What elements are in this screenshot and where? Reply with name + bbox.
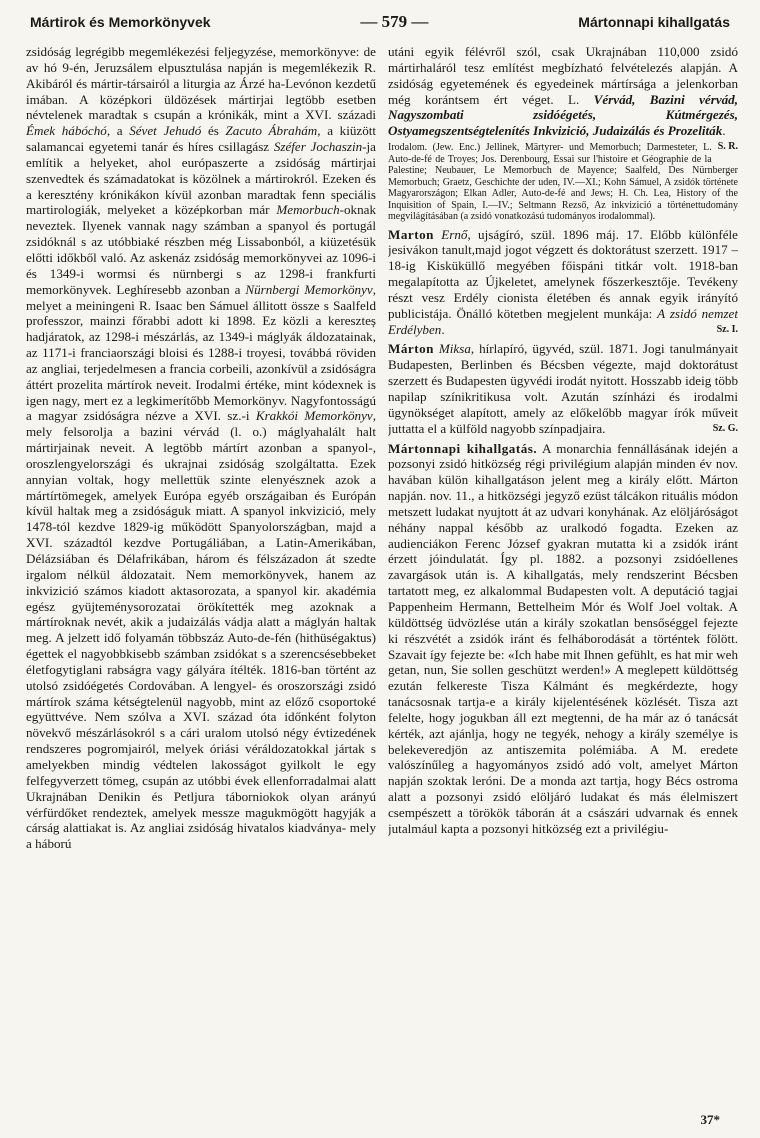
- italic-title: Krakkói Memorkönyv: [255, 408, 373, 424]
- text-run: , a kiüzött salamancai egyetemi tanár és híres csillagász: [26, 123, 376, 155]
- header-left-title: Mártirok és Memorkönyvek: [30, 14, 211, 30]
- page-number: — 579 —: [360, 12, 429, 31]
- entry-martonnapi-kihallgatas: [388, 441, 738, 837]
- italic-title: Émek hábóchó: [26, 123, 107, 139]
- text-run: , mely felsorolja a bazini vérvád (l. o.) máglyahalált halt mártirjainak neveit. A legtöbb mártírt azonban a spanyol-, oroszlengyelországi és ukrajnai zsidóság szolgáltatta. Ezek annyian voltak, hogy mellettük szinte elenyésznek azok a mártírtömegek, amelyek Európa egyéb országaiban és Európán kívül haltak meg a zsidóságuk miatt. A spanyol inkvizició, mely 1478-tól kezdve 1829-ig működött Spanyolországban, majd a XVI. századtól kezdve Portugáliában, a Latin-Amerikában, Délázsiában és Délafrikában, három és félszázadon át szedte irgalom nélkül áldozatait. Nem memorkönyvek, hanem az inkvizició számos kiadott aktasorozata, a spanyol kir. akadémia egész gyüjteménysorozatai örökítették meg azoknak a mártíroknak nevét, akik a judaizálás vádja alatt a máglyán haltak meg. A jelzett idő folyamán többszáz Auto-de-fén (hithüségaktus) égettek el nagyobbkisebb számban zsidókat s a szerencsésebbeket életfogytiglani rabságra vagy gályára ítélték. 1816-ban történt az utolsó zsidóégetés Cordovában. A lengyel- és oroszországi zsidó mártírok száma kétségtelenül nagyobb, mint az előző csoportoké együttvéve. Nem szólva a XVI. század óta időnként folyton növekvő mészárlásokról s a cári uralom utolsó négy évtizedének rendszeres pogromjairól, melyek óriási véráldozatokkal jártak s amelyekben mindig védtelen lakosságot gyilkolt le egy felfegyverzett tömeg, csupán az utóbbi évek ellenforradalmai alatt Ukrajnában Denikin és Petljura táborniokok olyan arányú vérfürdőket rendeztek, amelyek messze magukmögött hagyják a cárság alattiakat is. Az angliai zsidóság hivatalos kiadványa- mely a háború: [26, 408, 376, 852]
- entry-marton-miksa: [388, 341, 738, 436]
- running-header: [30, 12, 730, 38]
- left-paragraph: [26, 44, 376, 852]
- italic-title: Nürnbergi Memorkönyv: [245, 281, 373, 297]
- text-run: , a: [106, 123, 123, 139]
- text-run: .: [722, 123, 726, 139]
- text-run: -oknak neveztek. Ilyenek vannak nagy számban a spanyol és portugál zsidóknál s az utóbbiaké részben még Lissabonból, a kiüzetésük előtti időkből való. Az askenáz zsidóság memorkönyvei az 1096-i és 1349-i wormsi és nürnbergi s az 1298-i frankfurti memorkönyvek. Leghíresebb azonban a: [26, 202, 376, 297]
- entry-headword: Marton: [388, 226, 434, 242]
- entry-marton-erno: [388, 227, 738, 338]
- italic-title: Széfer Jochaszin: [273, 139, 363, 155]
- author-signature: Sz. I.: [716, 323, 738, 335]
- italic-title: Sévet Jehudó: [129, 123, 202, 139]
- bibliography: Irodalom. (Jew. Enc.) Jellinek, Märtyrer- und Memorbuch; Darmesteter, L. Auto-de-fé de Troyes; Jos. Derenbourg, Essai sur l'histoire et Géographie de la Palestine; Neubauer, Le Memorbuch de Mayence; Saalfeld, Des Nürnberger Memorbuch; Graetz, Geschichte der uden, IV.—XI.; Kohn Sámuel, A zsidók története Magyarországon; Elkan Adler, Auto-de-fé and Jews; H. Ch. Lea, History of the Inquisition of Spain, I.—IV.; Seltmann Rezső, Az inkvizició a történettudomány megvilágításában (a zsidó vonatkozású tudományos irodalommal).: [388, 142, 738, 223]
- entry-given-name: Miksa: [438, 341, 471, 357]
- text-run: , ujságíró, szül. 1896 máj. 17. Előbb különféle jesivákon tanult,majd jogot végzett és doktorátust szerzett. 1917 – 18-ig Kisküküllő megyében főispáni titkár volt. 1918-ban megalapította az Újkeletet, amelynek főszerkesztője. Tevékeny részt vesz Erdély cionista életében és annak egyik irányító publicistája. Önálló kötetben megjelent munkája:: [388, 226, 738, 321]
- text-run: , hírlapíró, ügyvéd, szül. 1871. Jogi tanulmányait Budapesten, Berlinben és Bécsben végezte, majd doktorátust szerzett és Budapesten ügyvédi irodát nyitott. Hosszabb ideig több napilap színikritikusa volt. Azután színházi és irodalmi ügynökséget alapított, amely az előkelőbb magyar írók műveit juttatta el a külföld nagyobb színpadjaira.: [388, 341, 738, 436]
- text-run: -ja említik a helyeket, ahol európaszerte a zsidóság mártirjai szenvedtek és számadatokat is közölnek a mártirokról. Ezeken és a keresztény krónikákon kívül azonban maradtak fenn speciális martirologiák, melyeket a középkorban már: [26, 139, 376, 218]
- italic-title: A zsidó nemzet Erdélyben: [388, 305, 738, 337]
- right-paragraph: [388, 44, 738, 153]
- entry-headword: Mártonnapi kihallgatás.: [388, 440, 538, 456]
- text-run: , melyet a meiningeni R. Isaac ben Sámuel állitott össze s Saalfeld professzor, mainzi főrabbi adott ki 1898. Ez közli a kereszteș hadjáratok, az 1298-i mészárlás, az 1349-i máglyák áldozatainak, az 1171-i franciaországi bloisi és 1288-i troyesi, továbbá röviden az angliai, terjedelmesen a francia corbeili, azonkívül a zsidóságra áttért prozelita mártírok neveit. Irodalmi értéke, mint kódexnek is igen nagy, mert ez a legkimerítőbb Memorkönyv. Nagyfontosságú a magyar zsidóságra nézve a XVI. sz.-i: [26, 281, 376, 424]
- text-run: .: [441, 321, 445, 337]
- italic-title: Zacuto Ábrahám: [225, 123, 318, 139]
- text-run: A monarchia fennállásának idején a pozsonyi zsidó hitközség régi privilégium alapján minden év nov. havában külön kihallgatáson jelent meg a király előtt. Márton napján. nov. 11., a hitközségi jegyző ezüst tálcákon rituális módon metszett ludakat nyujtott át az udvari konyhának. Az elöljáróságot néhány nappal később az uralkodó fogadta. Ezeken az audienciákon Ferenc József gyakran mutatta ki a zsidók iránt érzett jóindulatát. Így pl. 1882. a pozsonyi zsidóellenes zavargások után is. A kihallgatás, mely rendszerint Bécsben tartatott meg, ez alkalommal Budapesten volt. A deputáció tagjai Pappenheim Hermann, Bettelheim Mór és Wolf Joel voltak. A küldöttség üdvözlése után a király szokatlan bensőséggel fejezte ki részvétét a zsidók iránt és felháborodását a történtek fölött. Szavait így fejezte be: «Ich habe mit Ihnen gefühlt, es hat mir weh getan, nun, Sie sollen geschützt werden!» A meglepett küldöttség ezután felkereste Tisza Kálmánt és megkérdezte, hogy tanácsosnak tartja-e a király kijelentésének közlését. Tisza azt felelte, hogy jogukban áll ezt megtenni, de ha már az ó tanácsát kérték, azt ajánlja, hogy ne tegyék, nehogy a király személye is belekeveredjön az antiszemita polémiába. A M. eredete valószínűleg a hagyományos zsidó adó volt, amelyet Márton napján szoktak leróni. De a monda azt tartja, hogy Bécs ostroma alatt a pozsonyi zsidó elöljáró ludakat és más élelmiszert csempészett a törökök táborán át a császári udvarnak és ennek jutalmául kapta a pozsonyi hitközség ezt a privilégiu-: [388, 440, 738, 836]
- text-run: utáni egyik félévről szól, csak Ukrajnában 110,000 zsidó mártirhaláról tesz említést megbízható felvételezés alapján. A zsidóság egyetemének és egyedeinek mártírsága a jelenkorban még korántsem ért véget. L.: [388, 44, 738, 107]
- left-column: [26, 44, 376, 1102]
- text-run: zsidóság legrégibb megemlékezési feljegyzése, memorkönyve: de av hó 9-én, Jeruzsálem elpusztulása napján is megemlékezik R. Akibáról és mártir-társairól a liturgia az Árzé ha-Levónon kezdetű imában. A középkori üldözések mártirjai legtöbb esetben névtelenek maradtak s csupán a krónikák, mint a XVI. századi: [26, 44, 376, 123]
- author-signature: Sz. G.: [712, 422, 738, 434]
- text-run: és: [207, 123, 219, 139]
- entry-given-name: Ernő: [441, 226, 468, 242]
- header-right-title: Mártonnapi kihallgatás: [578, 14, 730, 30]
- italic-title: Memorbuch: [276, 202, 340, 218]
- entry-headword: Márton: [388, 341, 434, 357]
- author-signature: S. R.: [717, 141, 738, 153]
- cross-references: Vérvád, Bazini vérvád, Nagyszombati zsidóégetés, Kútmérgezés, Ostyamegszentségtelenítés Inkvizició, Judaizálás és Prozeliták: [388, 91, 738, 139]
- right-column: [388, 44, 738, 1102]
- text-columns: [26, 44, 738, 1102]
- signature-mark: 37*: [700, 1112, 720, 1127]
